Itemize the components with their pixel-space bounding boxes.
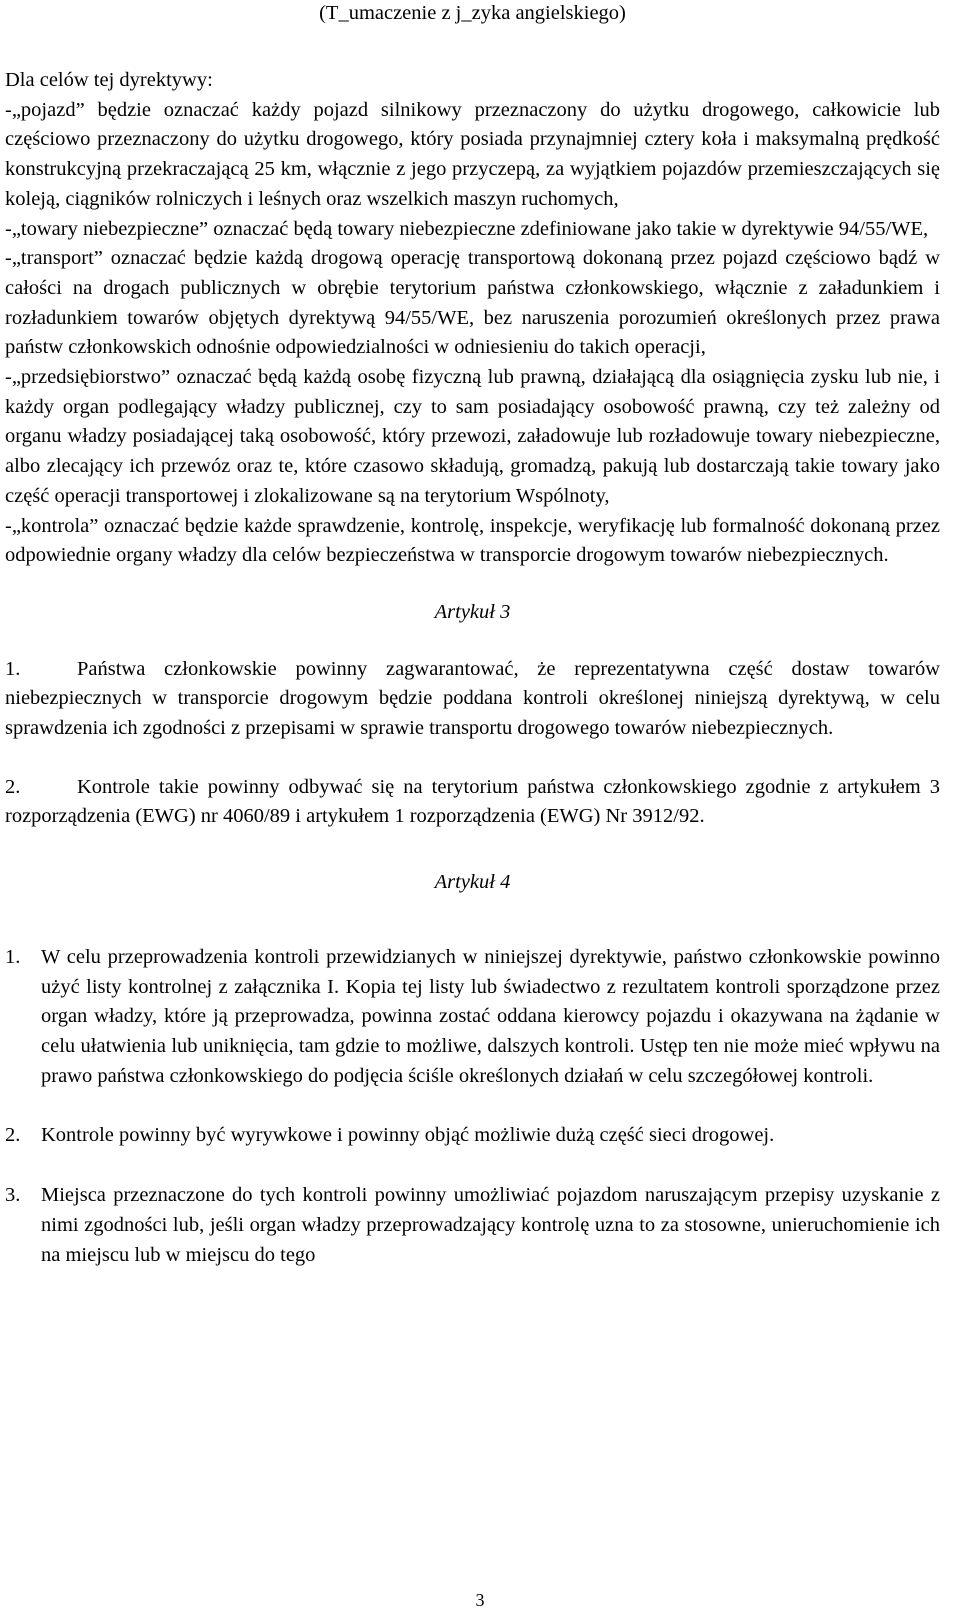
paragraph-text: Miejsca przeznaczone do tych kontroli powinny umożliwiać pojazdom naruszającym przepisy uzyskanie z nimi zgodności lub, jeśli organ władzy przeprowadzający kontrolę uzna to za stosowne, unieruchomienie ich na miejscu lub w miejscu do tego [41, 1184, 940, 1266]
definition-transport: -„transport” oznaczać będzie każdą drogową operację transportową dokonaną przez pojazd częściowo bądź w całości na drogach publicznych w obrębie terytorium państwa członkowskiego, włącznie z załadunkiem i rozładunkiem towarów objętych dyrektywą 94/55/WE, bez naruszenia porozumień określonych przez prawa państw członkowskich odnośnie odpowiedzialności w odniesieniu do takich operacji, [5, 247, 940, 359]
page-header: (T_umaczenie z j_zyka angielskiego) [319, 2, 626, 24]
article-4-paragraph-3 [5, 1181, 940, 1270]
article-4-paragraph-2 [5, 1121, 940, 1151]
article-4-paragraph-1 [5, 943, 940, 1092]
article-3-title: Artykuł 3 [434, 600, 511, 623]
article-4-title: Artykuł 4 [434, 871, 511, 894]
paragraph-number: 1. [5, 945, 21, 968]
article-3-paragraph-1 [5, 655, 940, 744]
intro-text: Dla celów tej dyrektywy: [5, 69, 213, 91]
article-3-paragraph-2 [5, 773, 940, 832]
paragraph-number: 1. [5, 657, 21, 680]
definition-dangerous-goods: -„towary niebezpieczne” oznaczać będą towary niebezpieczne zdefiniowane jako takie w dyrektywie 94/55/WE, [5, 217, 929, 240]
page-number: 3 [475, 1590, 485, 1610]
paragraph-text: W celu przeprowadzenia kontroli przewidzianych w niniejszej dyrektywie, państwo członkowskie powinno użyć listy kontrolnej z załącznika I. Kopia tej listy lub świadectwo z rezultatem kontroli sporządzone przez organ władzy, które ją przeprowadza, powinna zostać oddana kierowcy pojazdu i okazywana na żądanie w celu ułatwienia lub uniknięcia, tam gdzie to możliwe, dalszych kontroli. Ustęp ten nie może mieć wpływu na prawo państwa członkowskiego do podjęcia ściśle określonych działań w celu szczegółowej kontroli. [41, 945, 940, 1087]
paragraph-number: 3. [5, 1184, 21, 1207]
paragraph-number: 2. [5, 775, 21, 798]
paragraph-text: Kontrole takie powinny odbywać się na terytorium państwa członkowskiego zgodnie z artykułem 3 rozporządzenia (EWG) nr 4060/89 i artykułem 1 rozporządzenia (EWG) Nr 3912/92. [5, 775, 940, 828]
paragraph-text: Państwa członkowskie powinny zagwarantować, że reprezentatywna część dostaw towarów niebezpiecznych w transporcie drogowym będzie poddana kontroli określonej niniejszą dyrektywą, w celu sprawdzenia ich zgodności z przepisami w sprawie transportu drogowego towarów niebezpiecznych. [5, 657, 940, 740]
definition-vehicle: -„pojazd” będzie oznaczać każdy pojazd silnikowy przeznaczony do użytku drogowego, całkowicie lub częściowo przeznaczony do użytku drogowego, który posiada przynajmniej cztery koła i maksymalną prędkość konstrukcyjną przekraczającą 25 km, włącznie z jego przyczepą, za wyjątkiem pojazdów przemieszczających się koleją, ciągników rolniczych i leśnych oraz wszelkich maszyn ruchomych, [5, 98, 940, 210]
paragraph-text: Kontrole powinny być wyrywkowe i powinny objąć możliwie dużą część sieci drogowej. [41, 1124, 775, 1147]
definition-check: -„kontrola” oznaczać będzie każde sprawdzenie, kontrolę, inspekcje, weryfikację lub formalność dokonaną przez odpowiednie organy władzy dla celów bezpieczeństwa w transporcie drogowym towarów niebezpiecznych. [5, 514, 940, 567]
definition-undertaking: -„przedsiębiorstwo” oznaczać będą każdą osobę fizyczną lub prawną, działającą dla osiągnięcia zysku lub nie, i każdy organ podlegający władzy publicznej, czy to sam posiadający osobowość prawną, czy też zależny od organu władzy posiadającej taką osobowość, który przewozi, załadowuje lub rozładowuje towary niebezpieczne, albo zlecający ich przewóz oraz te, które czasowo składują, gromadzą, pakują lub dostarczają takie towary jako część operacji transportowej i zlokalizowane są na terytorium Wspólnoty, [5, 366, 940, 507]
paragraph-number: 2. [5, 1124, 21, 1147]
